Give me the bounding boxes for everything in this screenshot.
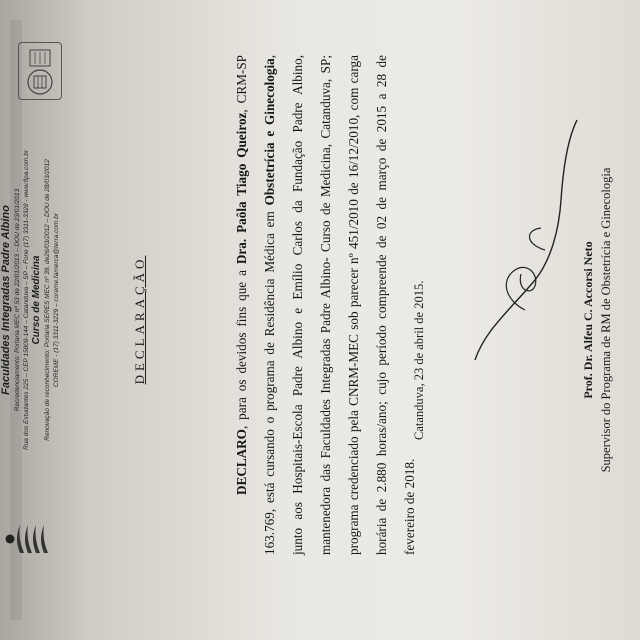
signatory-role: Supervisor do Programa de RM de Obstetrícia e Ginecologia — [599, 167, 613, 473]
body-part-1: , para os devidos fins que a — [234, 264, 249, 430]
course-recognition-line: Renovação de reconhecimento: Portaria SERES MEC nº 39, de26/03/2012 – DOU de 28/03/2012 — [44, 159, 51, 441]
course-name: Curso de Medicina — [31, 255, 42, 345]
letterhead — [0, 110, 61, 490]
program-name: Obstetrícia e Ginecologia — [262, 58, 277, 206]
address-line: Rua dos Estudantes 225 – CEP 15809-144 – Catanduva – SP – Fone (17) 3311-3328 - www.fipa.com.br — [23, 149, 30, 451]
faculty-seal-logo — [18, 42, 62, 100]
signatory-name: Prof. Dr. Alfeu C. Accorsi Neto — [581, 241, 595, 399]
resident-name: Dra. Paôla Tiago Queiroz — [234, 112, 249, 265]
recognition-line: Recredenciamento: Portaria MEC nº 53 de 22/01/2013 – DOU de 23/01/2013 — [14, 188, 21, 412]
document-title: DECLARAÇÃO — [132, 255, 147, 385]
handwritten-signature — [455, 110, 585, 370]
document-date: Catanduva, 23 de abril de 2015. — [412, 280, 426, 440]
coreme-contact-line: COREME - (17) 3311-3229 – coreme.famerca@terra.com.br — [53, 212, 60, 388]
declaration-body — [228, 55, 424, 555]
body-part-2: , CRM-SP 163.769, está cursando o programa de Residência Médica em — [234, 55, 277, 555]
institution-name: Faculdades Integradas Padre Albino — [0, 205, 12, 395]
institution-swoosh-logo — [4, 522, 48, 556]
declaration-paragraph — [228, 55, 424, 555]
declaro-word: DECLARO — [234, 429, 249, 495]
body-part-3: , junto aos Hospitais-Escola Padre Albino e Emílio Carlos da Fundação Padre Albino, mantenedora das Faculdades Integradas Padre Albino- Curso de Medicina, Catanduva, SP; programa credenciado pela CNRM-MEC sob parecer nº 451/2010 de 16/12/2010, com carga horária de 2.880 horas/ano; cujo período compreende de 02 de março de 2015 a 28 de fevereiro de 2018. — [262, 54, 417, 555]
